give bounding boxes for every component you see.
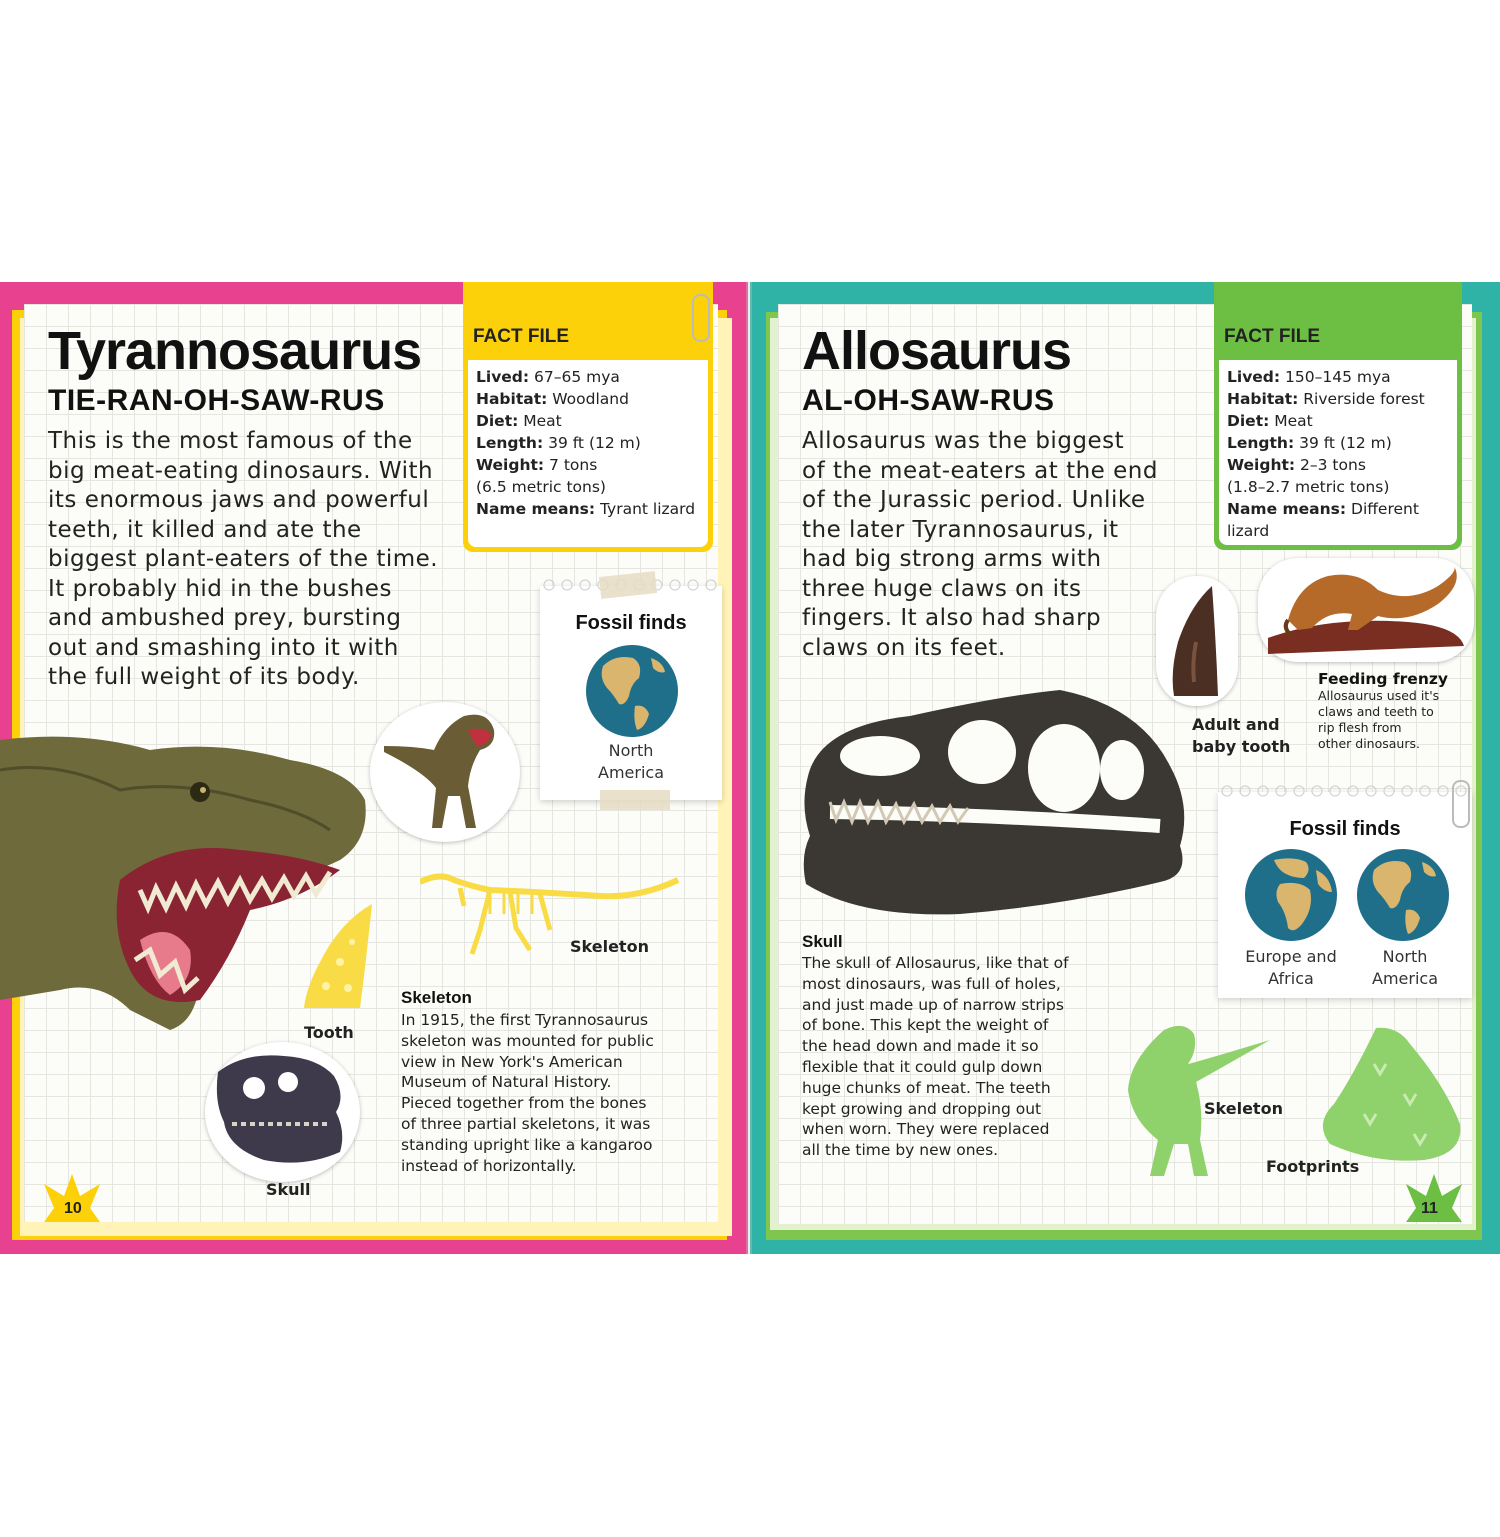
intro-line: of the meat-eaters at the end <box>802 457 1158 484</box>
pronunciation-allosaurus: AL-OH-SAW-RUS <box>802 384 1055 417</box>
fact-file-heading: FACT FILE <box>1224 326 1321 347</box>
skull-caption-title: Skull <box>802 932 843 951</box>
fact-row-diet: Diet: Meat <box>1227 412 1313 430</box>
paperclip-icon <box>1452 780 1470 828</box>
book-gutter <box>746 282 752 1254</box>
intro-line: had big strong arms with <box>802 546 1102 572</box>
globe-north-america-icon <box>1356 848 1450 942</box>
intro-line: out and smashing into it with <box>48 634 399 661</box>
intro-line: big meat-eating dinosaurs. With <box>48 457 434 484</box>
skeleton-label: Skeleton <box>570 937 649 956</box>
fact-file-heading: FACT FILE <box>473 326 570 347</box>
tooth-label-allosaurus: Adult and baby tooth <box>1192 715 1291 756</box>
paperclip-icon <box>692 294 710 342</box>
book-spread <box>0 282 1500 1254</box>
fossil-finds-card-allosaurus <box>1218 792 1472 998</box>
skull-caption-text: The skull of Allosaurus, like that of most dinosaurs, was full of holes, and just made up of narrow strips of bone. This kept the weight of the head down and made it so flexible that it could gulp down huge chunks of meat. The teeth kept growing and dropping out when worn. They were replaced all the time by new ones. <box>802 954 1069 1160</box>
green-footprints-icon <box>1314 1024 1464 1164</box>
fact-file-box <box>468 360 708 547</box>
skeleton-caption-text: In 1915, the first Tyrannosaurus skeleton was mounted for public view in New York's American Museum of Natural History. Pieced together from the bones of three partial skeletons, it was standing upright like a kangaroo instead of horizontally. <box>401 1011 654 1175</box>
footprints-label: Footprints <box>1266 1157 1360 1176</box>
fact-row-diet: Diet: Meat <box>476 412 562 430</box>
tyrannosaurus-skull-icon <box>214 1052 352 1172</box>
intro-line: its enormous jaws and powerful <box>48 487 430 513</box>
fact-row-lived: Lived: 67–65 mya <box>476 368 620 386</box>
tyrannosaurus-figure-icon <box>384 706 504 836</box>
tape-strip <box>600 790 670 810</box>
fact-row-name-means: Name means: Tyrant lizard <box>476 500 696 518</box>
globe-label-north-america: North America <box>1372 947 1438 988</box>
intro-text-tyrannosaurus <box>48 427 458 693</box>
notebook-rings <box>1218 784 1472 798</box>
intro-line: It probably hid in the bushes <box>48 575 392 602</box>
intro-line: and ambushed prey, bursting <box>48 605 402 631</box>
intro-line: biggest plant-eaters of the time. <box>48 546 439 572</box>
allosaurus-feeding-illustration <box>1268 564 1468 656</box>
fact-row-habitat: Habitat: Woodland <box>476 390 629 408</box>
fact-file-allosaurus <box>1214 282 1462 550</box>
intro-line: This is the most famous of the <box>48 428 413 454</box>
fact-file-tyrannosaurus <box>463 282 713 552</box>
fact-row-weight-metric: (1.8–2.7 metric tons) <box>1227 478 1390 496</box>
fact-row-weight: Weight: 7 tons <box>476 456 598 474</box>
page-title-allosaurus: Allosaurus <box>802 321 1072 381</box>
intro-text-allosaurus <box>802 427 1182 663</box>
fact-row-weight-metric: (6.5 metric tons) <box>476 478 606 496</box>
feeding-frenzy-text: Allosaurus used it's claws and teeth to rip flesh from other dinosaurs. <box>1318 688 1440 751</box>
fact-file-box <box>1219 360 1457 545</box>
feeding-frenzy-title: Feeding frenzy <box>1318 670 1448 688</box>
globe-label-europe-africa: Europe and Africa <box>1245 947 1337 988</box>
skeleton-label-allosaurus: Skeleton <box>1204 1099 1283 1118</box>
page-title-tyrannosaurus: Tyrannosaurus <box>48 321 422 381</box>
page-number-right: 11 <box>1421 1200 1438 1217</box>
allosaurus-tooth-icon <box>1166 582 1226 700</box>
fact-row-habitat: Habitat: Riverside forest <box>1227 390 1425 408</box>
globe-label-north-america: North America <box>598 741 664 782</box>
intro-line: claws on its feet. <box>802 634 1006 661</box>
intro-line: the later Tyrannosaurus, it <box>802 516 1119 543</box>
page-number-left: 10 <box>64 1200 82 1217</box>
fact-row-name-means-cont: lizard <box>1227 522 1270 540</box>
skeleton-caption-title: Skeleton <box>401 988 472 1007</box>
fact-row-lived: Lived: 150–145 mya <box>1227 368 1391 386</box>
intro-line: of the Jurassic period. Unlike <box>802 487 1146 513</box>
fossil-finds-card-tyrannosaurus <box>540 586 722 800</box>
fact-row-name-means: Name means: Different <box>1227 500 1419 518</box>
fossil-finds-heading: Fossil finds <box>575 612 687 634</box>
tooth-label: Tooth <box>304 1023 354 1042</box>
intro-line: three huge claws on its <box>802 575 1082 602</box>
intro-line: Allosaurus was the biggest <box>802 428 1125 454</box>
fact-row-weight: Weight: 2–3 tons <box>1227 456 1366 474</box>
intro-line: teeth, it killed and ate the <box>48 516 362 543</box>
fact-row-length: Length: 39 ft (12 m) <box>1227 434 1392 452</box>
globe-north-america-icon <box>585 644 679 738</box>
yellow-tooth-icon <box>300 902 380 1012</box>
intro-line: fingers. It also had sharp <box>802 605 1102 631</box>
fact-row-length: Length: 39 ft (12 m) <box>476 434 641 452</box>
intro-line: the full weight of its body. <box>48 664 360 690</box>
fossil-finds-heading: Fossil finds <box>1289 818 1401 840</box>
allosaurus-skull-illustration <box>800 686 1204 922</box>
skull-label: Skull <box>266 1180 311 1199</box>
globe-europe-africa-icon <box>1244 848 1338 942</box>
pronunciation-tyrannosaurus: TIE-RAN-OH-SAW-RUS <box>48 384 385 417</box>
